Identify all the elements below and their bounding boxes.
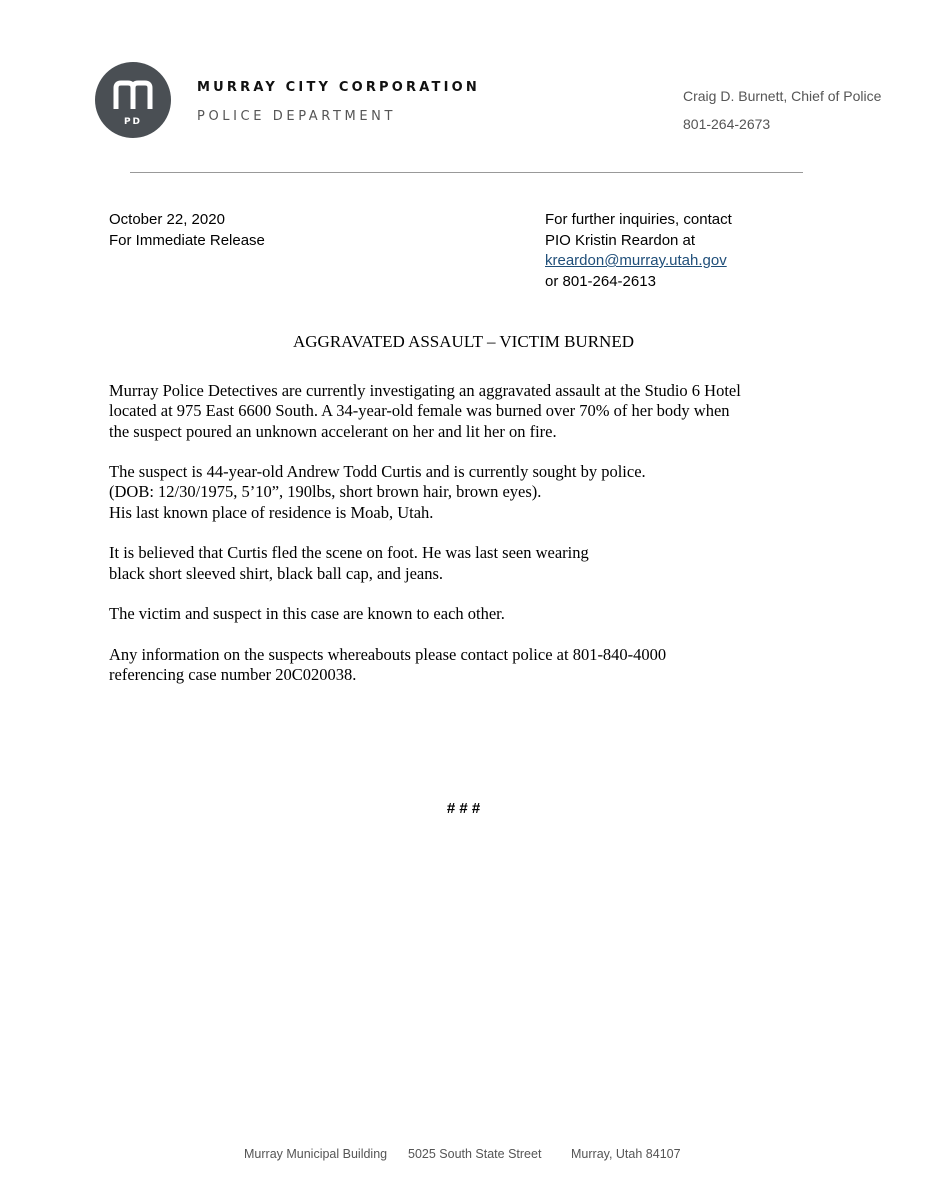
body-line: The suspect is 44-year-old Andrew Todd Curtis and is currently sought by police. [109,462,646,482]
body-line: Murray Police Detectives are currently investigating an aggravated assault at the Studio 6 Hotel [109,381,741,400]
paragraph [109,543,829,584]
murray-pd-logo [95,62,171,138]
contact-line-2: PIO Kristin Reardon at [545,232,696,249]
paragraph [109,462,829,523]
headline: AGGRAVATED ASSAULT – VICTIM BURNED [292,332,634,351]
release-date: October 22, 2020 [109,211,225,228]
press-release-body [109,381,829,706]
body-line: located at 975 East 6600 South. A 34-year-old female was burned over 70% of her body when [109,401,730,421]
body-line: It is believed that Curtis fled the scene on foot. He was last seen wearing [109,543,589,563]
chief-of-police: Craig D. Burnett, Chief of Police [683,88,882,104]
chief-phone: 801-264-2673 [683,116,771,132]
paragraph [109,645,829,686]
header-divider [130,172,803,173]
body-line: Any information on the suspects whereabouts please contact police at 801-840-4000 [109,644,667,664]
paragraph [109,381,829,442]
contact-line-4: or 801-264-2613 [545,273,656,290]
body-line: His last known place of residence is Moab, Utah. [109,502,434,522]
body-line: black short sleeved shirt, black ball cap, and jeans. [109,563,444,583]
footer-street: 5025 South State Street [408,1147,542,1161]
body-line: The victim and suspect in this case are known to each other. [109,604,505,624]
end-mark: # # # [446,800,481,817]
release-status: For Immediate Release [109,232,265,249]
org-department: POLICE DEPARTMENT [197,109,397,124]
body-line: referencing case number 20C020038. [109,665,357,685]
body-line: (DOB: 12/30/1975, 5’10”, 190lbs, short brown hair, brown eyes). [109,482,542,502]
contact-line-1: For further inquiries, contact [545,211,732,228]
contact-email-link[interactable]: kreardon@murray.utah.gov [545,252,727,269]
org-name: MURRAY CITY CORPORATION [197,80,480,95]
footer-building: Murray Municipal Building [244,1147,388,1161]
footer-city: Murray, Utah 84107 [571,1147,681,1161]
paragraph [109,604,829,624]
logo-pd-text: PD [123,117,143,127]
body-line: the suspect poured an unknown accelerant on her and lit her on fire. [109,421,557,441]
